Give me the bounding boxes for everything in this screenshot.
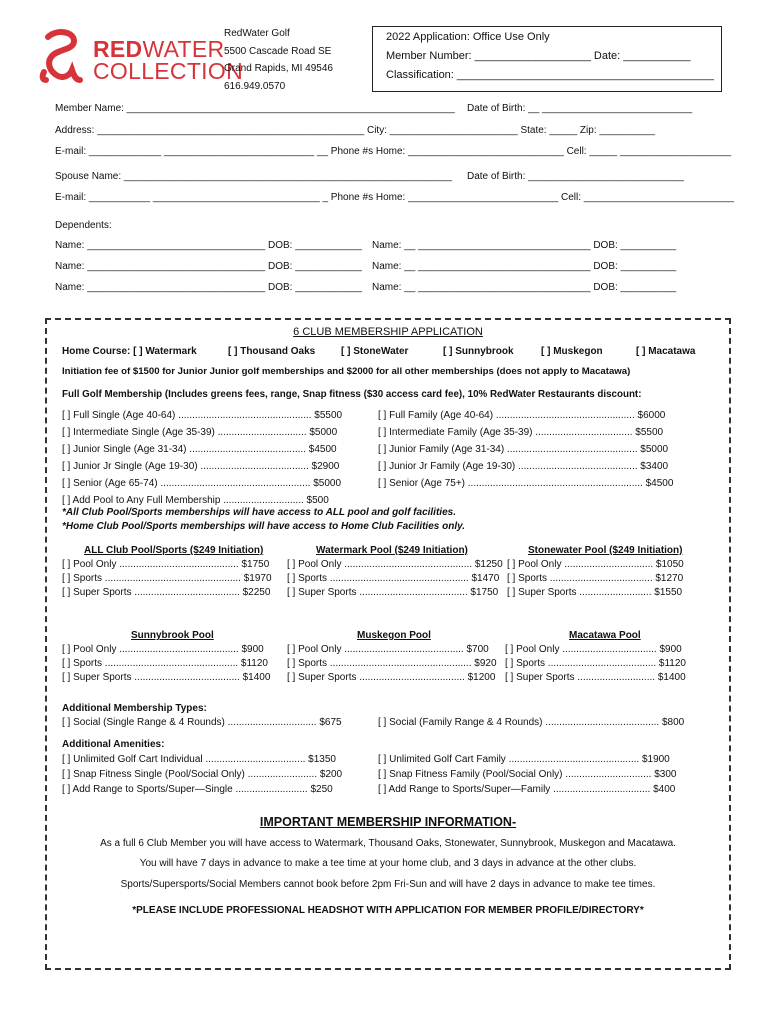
spouse-dob-field[interactable]: Date of Birth: ____________________________ (467, 171, 684, 182)
org-phone: 616.949.0570 (224, 81, 286, 92)
option-junior-jr-family[interactable]: [ ] Junior Jr Family (Age 19-30) ........................................... $3400 (378, 461, 669, 472)
home-course-watermark[interactable]: Home Course: [ ] Watermark (62, 346, 197, 357)
dependents-label: Dependents: (55, 220, 112, 231)
option-sports[interactable]: [ ] Sports ..................................... $1270 (507, 573, 684, 584)
info-line-3: Sports/Supersports/Social Members cannot book before 2pm Fri-Sun and will have 2 days in advance to make tee times. (120, 879, 656, 890)
option-super-sports[interactable]: [ ] Super Sports ...................................... $1200 (287, 672, 496, 683)
option-full-single[interactable]: [ ] Full Single (Age 40-64) ................................................ $5500 (62, 410, 343, 421)
org-address-1: 5500 Cascade Road SE (224, 46, 332, 57)
option-senior[interactable]: [ ] Senior (Age 65-74) ...................................................... $5000 (62, 478, 341, 489)
option-super-sports[interactable]: [ ] Super Sports ...................................... $2250 (62, 587, 271, 598)
amenities-left-list (62, 752, 342, 797)
option-pool-only[interactable]: [ ] Pool Only .............................................. $1250 (287, 559, 503, 570)
additional-types-heading: Additional Membership Types: (62, 703, 207, 714)
macatawa-pool-list (505, 643, 686, 685)
option-full-family[interactable]: [ ] Full Family (Age 40-64) .................................................. $6000 (378, 410, 666, 421)
stonewater-pool-list (507, 558, 684, 600)
home-course-stonewater[interactable]: [ ] StoneWater (341, 346, 409, 357)
logo-line-1: REDWATER (93, 36, 225, 62)
org-name: RedWater Golf (224, 28, 290, 39)
option-social-family[interactable]: [ ] Social (Family Range & 4 Rounds) ......................................... $800 (378, 717, 685, 728)
option-golf-cart-individual[interactable]: [ ] Unlimited Golf Cart Individual .................................... $1350 (62, 754, 336, 765)
headshot-note: *PLEASE INCLUDE PROFESSIONAL HEADSHOT WITH APPLICATION FOR MEMBER PROFILE/DIRECTORY* (132, 905, 644, 916)
option-pool-only[interactable]: [ ] Pool Only .................................. $900 (505, 644, 682, 655)
dependent-row-left[interactable]: Name: ________________________________ DOB: ____________ (55, 261, 362, 272)
stonewater-pool-title: Stonewater Pool ($249 Initiation) (528, 545, 683, 556)
option-sports[interactable]: [ ] Sports ................................................... $920 (287, 658, 497, 669)
full-golf-left-list (62, 407, 342, 509)
option-super-sports[interactable]: [ ] Super Sports ............................ $1400 (505, 672, 686, 683)
sunnybrook-pool-list (62, 643, 270, 685)
all-club-pool-title: ALL Club Pool/Sports ($249 Initiation) (84, 545, 264, 556)
dependent-row-right[interactable]: Name: __ _______________________________ DOB: __________ (372, 261, 677, 272)
option-sports[interactable]: [ ] Sports .................................................. $1470 (287, 573, 500, 584)
option-add-range-single[interactable]: [ ] Add Range to Sports/Super—Single .......................... $250 (62, 784, 333, 795)
org-address-2: Grand Rapids, MI 49546 (224, 63, 333, 74)
option-super-sports[interactable]: [ ] Super Sports .......................... $1550 (507, 587, 683, 598)
info-line-1: As a full 6 Club Member you will have access to Watermark, Thousand Oaks, Stonewater, Sunnybrook, Muskegon and Macatawa. (100, 838, 676, 849)
option-junior-jr-single[interactable]: [ ] Junior Jr Single (Age 19-30) ....................................... $2900 (62, 461, 340, 472)
macatawa-pool-title: Macatawa Pool (569, 630, 641, 641)
watermark-pool-list (287, 558, 503, 600)
logo-line-2: COLLECTION (93, 58, 243, 84)
option-pool-only[interactable]: [ ] Pool Only ........................................... $900 (62, 644, 264, 655)
office-member-number[interactable]: Member Number: ___________________ Date: ___________ (386, 50, 691, 62)
muskegon-pool-title: Muskegon Pool (357, 630, 431, 641)
option-junior-single[interactable]: [ ] Junior Single (Age 31-34) .......................................... $4500 (62, 444, 337, 455)
option-snap-fitness-family[interactable]: [ ] Snap Fitness Family (Pool/Social Only) ............................... $300 (378, 769, 677, 780)
option-senior-75[interactable]: [ ] Senior (Age 75+) ............................................................... $4500 (378, 478, 674, 489)
option-pool-only[interactable]: [ ] Pool Only ........................................... $1750 (62, 559, 270, 570)
important-heading: IMPORTANT MEMBERSHIP INFORMATION- (259, 815, 517, 829)
option-sports[interactable]: [ ] Sports ................................................. $1970 (62, 573, 272, 584)
option-pool-only[interactable]: [ ] Pool Only ................................ $1050 (507, 559, 684, 570)
dependent-row-right[interactable]: Name: __ _______________________________ DOB: __________ (372, 282, 677, 293)
full-golf-heading: Full Golf Membership (Includes greens fees, range, Snap fitness ($30 access card fee), 10% RedWater Restaurants discount: (62, 389, 642, 400)
application-title: 6 CLUB MEMBERSHIP APPLICATION (293, 326, 483, 338)
initiation-fee-note: Initiation fee of $1500 for Junior Junior golf memberships and $2000 for all other memberships (does not apply to Macatawa) (62, 366, 631, 377)
option-intermediate-family[interactable]: [ ] Intermediate Family (Age 35-39) ................................... $5500 (378, 427, 664, 438)
amenities-right-list (378, 752, 676, 797)
pool-note-1: *All Club Pool/Sports memberships will have access to ALL pool and golf facilities. (62, 507, 456, 518)
amenities-heading: Additional Amenities: (62, 739, 165, 750)
dependent-row-left[interactable]: Name: ________________________________ DOB: ____________ (55, 282, 362, 293)
info-line-2: You will have 7 days in advance to make a tee time at your home club, and 3 days in advance at the other clubs. (139, 858, 637, 869)
full-golf-right-list (378, 407, 673, 492)
all-club-pool-list (62, 558, 272, 600)
spouse-name-field[interactable]: Spouse Name: ___________________________________________________________ (55, 171, 453, 182)
option-super-sports[interactable]: [ ] Super Sports ....................................... $1750 (287, 587, 499, 598)
pool-note-2: *Home Club Pool/Sports memberships will have access to Home Club Facilities only. (62, 521, 466, 532)
redwater-logo-mark (36, 28, 86, 84)
option-social-single[interactable]: [ ] Social (Single Range & 4 Rounds) ................................ $675 (62, 717, 342, 728)
muskegon-pool-list (287, 643, 497, 685)
option-sports[interactable]: [ ] Sports ................................................ $1120 (62, 658, 268, 669)
home-course-muskegon[interactable]: [ ] Muskegon (541, 346, 603, 357)
home-course-sunnybrook[interactable]: [ ] Sunnybrook (443, 346, 514, 357)
spouse-email-field[interactable]: E-mail: ___________ ______________________________ _ Phone #s Home: ___________________________ Cell: ___________________________ (55, 192, 734, 203)
option-golf-cart-family[interactable]: [ ] Unlimited Golf Cart Family ............................................... $1900 (378, 754, 670, 765)
member-name-field[interactable]: Member Name: ___________________________________________________________ (55, 103, 455, 114)
option-junior-family[interactable]: [ ] Junior Family (Age 31-34) ............................................... $5000 (378, 444, 669, 455)
dependent-row-left[interactable]: Name: ________________________________ DOB: ____________ (55, 240, 362, 251)
sunnybrook-pool-title: Sunnybrook Pool (131, 630, 214, 641)
office-title: 2022 Application: Office Use Only (386, 31, 550, 43)
option-pool-only[interactable]: [ ] Pool Only ........................................... $700 (287, 644, 489, 655)
office-classification[interactable]: Classification: __________________________________________ (386, 69, 714, 81)
member-dob-field[interactable]: Date of Birth: __ ___________________________ (467, 103, 693, 114)
watermark-pool-title: Watermark Pool ($249 Initiation) (316, 545, 468, 556)
option-add-pool[interactable]: [ ] Add Pool to Any Full Membership ............................. $500 (62, 495, 329, 506)
option-super-sports[interactable]: [ ] Super Sports ...................................... $1400 (62, 672, 271, 683)
option-snap-fitness-single[interactable]: [ ] Snap Fitness Single (Pool/Social Only) ......................... $200 (62, 769, 343, 780)
dependent-row-right[interactable]: Name: __ _______________________________ DOB: __________ (372, 240, 677, 251)
option-add-range-family[interactable]: [ ] Add Range to Sports/Super—Family ................................... $400 (378, 784, 676, 795)
address-field[interactable]: Address: ________________________________________________ City: _______________________ State: _____ Zip: __________ (55, 125, 655, 136)
home-course-macatawa[interactable]: [ ] Macatawa (636, 346, 696, 357)
email-field[interactable]: E-mail: _____________ ___________________________ __ Phone #s Home: ____________________________ Cell: _____ ____________________ (55, 146, 732, 157)
home-course-thousand-oaks[interactable]: [ ] Thousand Oaks (228, 346, 316, 357)
option-sports[interactable]: [ ] Sports ....................................... $1120 (505, 658, 686, 669)
option-intermediate-single[interactable]: [ ] Intermediate Single (Age 35-39) ................................ $5000 (62, 427, 338, 438)
